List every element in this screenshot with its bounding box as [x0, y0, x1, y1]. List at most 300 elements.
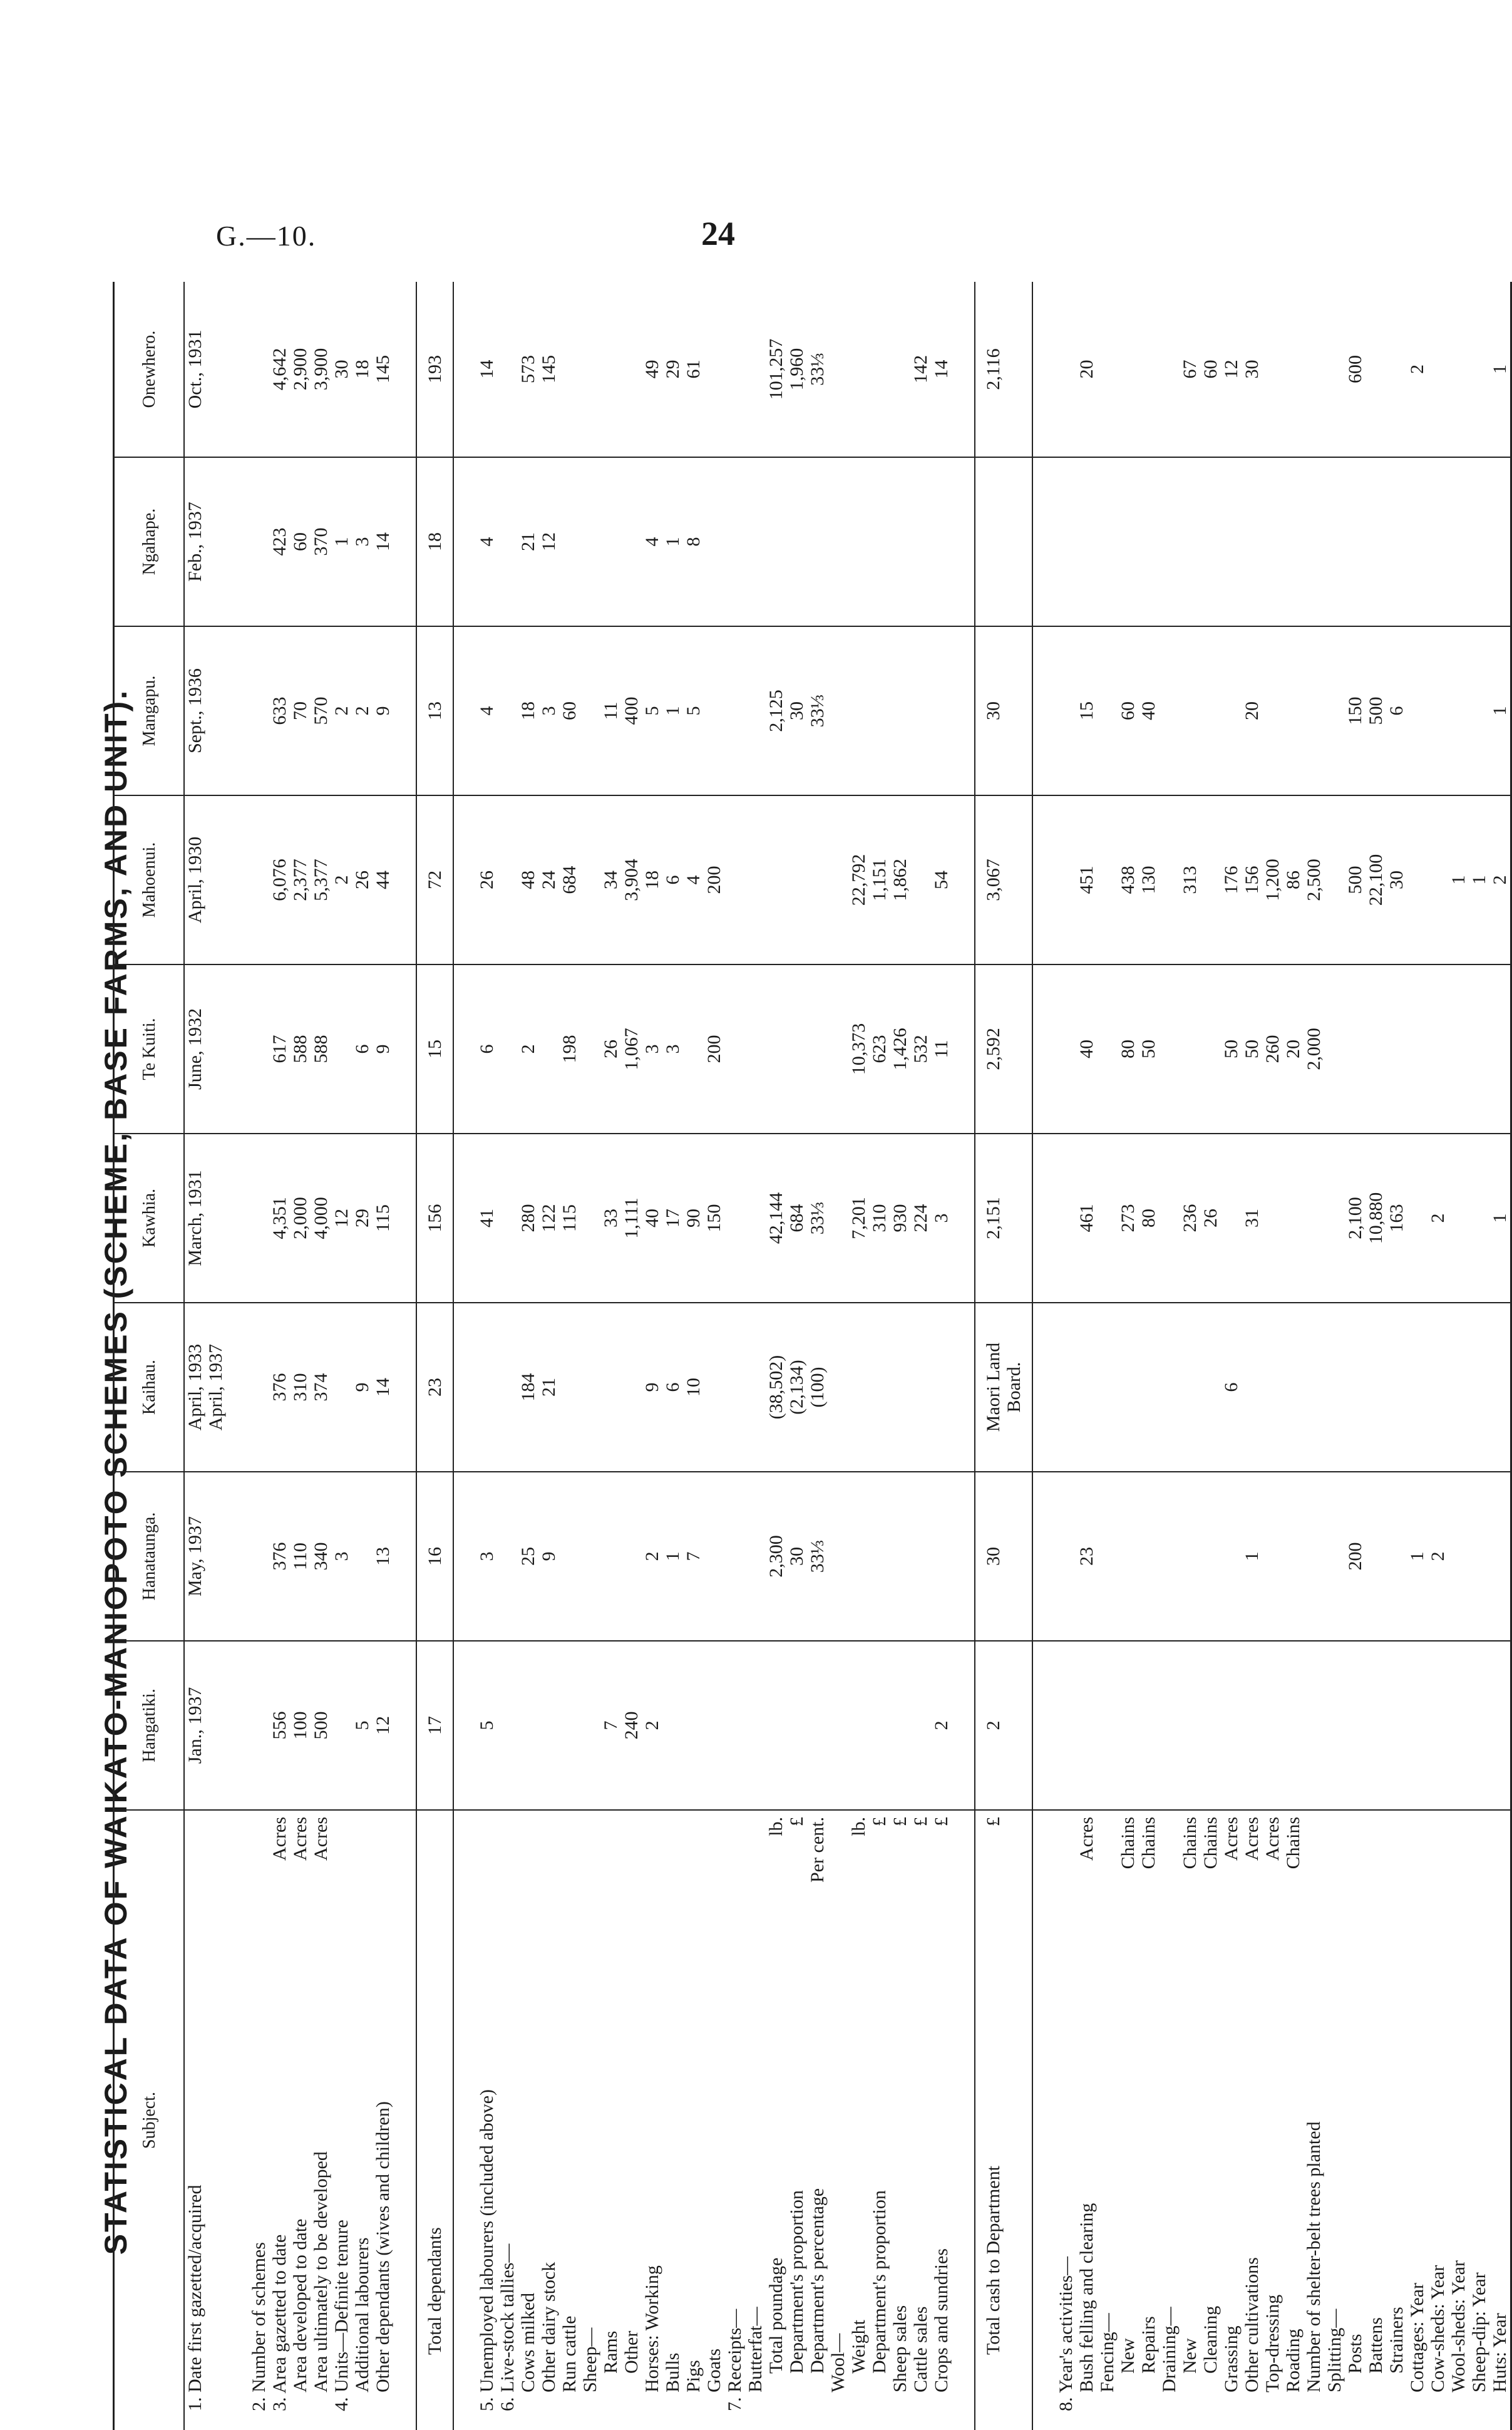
cell-value — [848, 1303, 869, 1472]
cell-value: 556 — [269, 1641, 290, 1810]
cell-value: 1 — [1489, 626, 1511, 795]
cell-value — [1200, 457, 1221, 626]
row-label: Fencing— — [1097, 2313, 1118, 2392]
cell-value: 101,257 — [766, 282, 786, 457]
cell-value — [1200, 964, 1221, 1134]
cell-value — [828, 1641, 848, 1810]
row-label: 7. Receipts— — [724, 2308, 745, 2411]
table-row — [1345, 282, 1365, 2430]
row-unit: Per cent. — [807, 1817, 828, 1883]
cell-value: 18 — [518, 626, 538, 795]
cell-value: 15 — [416, 964, 453, 1134]
cell-value — [890, 282, 910, 457]
cell-value: 26 — [1200, 1134, 1221, 1303]
cell-value: 80 — [1118, 964, 1138, 1134]
cell-value — [683, 964, 704, 1134]
cell-value: 122 — [538, 1134, 559, 1303]
cell-value — [724, 1641, 745, 1810]
cell-value — [910, 795, 931, 964]
cell-value: (38,502) — [766, 1303, 786, 1472]
cell-value — [331, 964, 352, 1134]
cell-value — [766, 964, 786, 1134]
row-label: Department's proportion — [869, 2190, 890, 2374]
cell-value — [1118, 457, 1138, 626]
row-unit: £ — [869, 1817, 890, 1826]
cell-value — [1097, 795, 1118, 964]
cell-value: 370 — [311, 457, 331, 626]
cell-value: 7 — [683, 1472, 704, 1641]
table-row — [642, 282, 662, 2430]
cell-value: 684 — [786, 1134, 807, 1303]
row-label: Wool-sheds: Year — [1448, 2260, 1469, 2392]
cell-value — [766, 795, 786, 964]
cell-value — [1221, 457, 1242, 626]
table-row — [745, 282, 766, 2430]
cell-value: 438 — [1118, 795, 1138, 964]
cell-value: 12 — [538, 457, 559, 626]
cell-value — [1159, 457, 1180, 626]
cell-value: 2 — [1427, 1134, 1448, 1303]
cell-value: 617 — [269, 964, 290, 1134]
spacer-row — [1032, 282, 1056, 2430]
row-unit — [559, 1810, 580, 1891]
cell-value: 34 — [600, 795, 621, 964]
cell-value: 2,592 — [975, 964, 1032, 1134]
cell-value: 623 — [869, 964, 890, 1134]
cell-value — [828, 1303, 848, 1472]
cell-value — [890, 1472, 910, 1641]
row-label: Cattle sales — [910, 2306, 931, 2392]
cell-value: 10,373 — [848, 964, 869, 1134]
cell-value — [621, 1472, 642, 1641]
cell-value — [1427, 1641, 1448, 1810]
row-label: Total dependants — [416, 1891, 453, 2430]
cell-value — [1056, 457, 1076, 626]
row-unit — [1469, 1810, 1489, 1891]
cell-value: 150 — [1345, 626, 1365, 795]
cell-value: 2 — [1427, 1472, 1448, 1641]
table-row — [559, 282, 580, 2430]
cell-value: 13 — [373, 1472, 393, 1641]
table-row — [1242, 282, 1262, 2430]
row-label: Number of shelter-belt trees planted — [1304, 2121, 1324, 2392]
cell-value: 633 — [269, 626, 290, 795]
cell-value: 18 — [352, 282, 373, 457]
row-unit — [518, 1810, 538, 1891]
cell-value — [1283, 1303, 1304, 1472]
cell-value: 1,151 — [869, 795, 890, 964]
cell-value: March, 1931 — [184, 1134, 226, 1303]
row-unit: Chains — [1200, 1817, 1221, 1869]
cell-value: 2,125 — [766, 626, 786, 795]
row-unit — [1427, 1810, 1448, 1891]
cell-value — [497, 795, 518, 964]
cell-value: 1 — [662, 626, 683, 795]
table-row — [910, 282, 931, 2430]
cell-value — [869, 1303, 890, 1472]
row-label: Weight — [848, 2320, 869, 2374]
cell-value: 2,116 — [975, 282, 1032, 457]
cell-value: 23 — [416, 1303, 453, 1472]
cell-value — [331, 1641, 352, 1810]
cell-value — [1469, 1303, 1489, 1472]
cell-value: 22,100 — [1365, 795, 1386, 964]
cell-value: 60 — [1200, 282, 1221, 457]
cell-value — [1407, 1641, 1427, 1810]
cell-value — [910, 1303, 931, 1472]
cell-value — [848, 626, 869, 795]
row-unit — [724, 1810, 745, 1891]
cell-value — [766, 1641, 786, 1810]
cell-value — [1118, 1472, 1138, 1641]
cell-value: 48 — [518, 795, 538, 964]
cell-value — [1304, 1134, 1324, 1303]
row-unit — [1386, 1810, 1407, 1891]
cell-value: 21 — [538, 1303, 559, 1472]
cell-value: April, 1930 — [184, 795, 226, 964]
cell-value: 1,111 — [621, 1134, 642, 1303]
cell-value: 930 — [890, 1134, 910, 1303]
cell-value: 7 — [600, 1641, 621, 1810]
cell-value — [580, 795, 600, 964]
cell-value — [1448, 457, 1469, 626]
cell-value — [1407, 1303, 1427, 1472]
cell-value — [662, 1641, 683, 1810]
row-unit — [1407, 1810, 1427, 1891]
table-row — [538, 282, 559, 2430]
cell-value — [724, 626, 745, 795]
cell-value: 3 — [352, 457, 373, 626]
cell-value — [497, 1303, 518, 1472]
cell-value — [1159, 1472, 1180, 1641]
cell-value — [786, 964, 807, 1134]
cell-value — [807, 964, 828, 1134]
cell-value — [559, 1472, 580, 1641]
cell-value: 14 — [373, 1303, 393, 1472]
cell-value: Feb., 1937 — [184, 457, 226, 626]
row-label: Bulls — [662, 2352, 683, 2392]
cell-value — [1097, 457, 1118, 626]
cell-value — [1304, 1303, 1324, 1472]
cell-value: 6 — [662, 795, 683, 964]
cell-value — [497, 626, 518, 795]
cell-value — [745, 964, 766, 1134]
cell-value: 1 — [1407, 1472, 1427, 1641]
cell-value — [704, 626, 724, 795]
table-row — [1407, 282, 1427, 2430]
cell-value — [1180, 626, 1200, 795]
cell-value — [1345, 1303, 1365, 1472]
table-row — [1097, 282, 1118, 2430]
cell-value — [1283, 1134, 1304, 1303]
table-row — [1304, 282, 1324, 2430]
cell-value: 4,000 — [311, 1134, 331, 1303]
cell-value: 4 — [683, 795, 704, 964]
cell-value: 10 — [683, 1303, 704, 1472]
cell-value: 54 — [931, 795, 952, 964]
spacer-row — [226, 282, 249, 2430]
cell-value — [786, 1641, 807, 1810]
table-row — [518, 282, 538, 2430]
row-unit: Acres — [269, 1817, 290, 1861]
cell-value: 21 — [518, 457, 538, 626]
cell-value: 20 — [1283, 964, 1304, 1134]
row-unit: lb. — [766, 1817, 786, 1836]
cell-value — [1180, 1303, 1200, 1472]
cell-value — [745, 1641, 766, 1810]
cell-value — [1324, 1134, 1345, 1303]
cell-value: 1,200 — [1262, 795, 1283, 964]
cell-value: 200 — [1345, 1472, 1365, 1641]
cell-value — [1159, 1134, 1180, 1303]
cell-value — [1386, 457, 1407, 626]
cell-value — [1097, 964, 1118, 1134]
cell-value — [724, 1303, 745, 1472]
cell-value: 2 — [331, 626, 352, 795]
row-label: Pigs — [683, 2360, 704, 2392]
cell-value: 6 — [352, 964, 373, 1134]
cell-value — [910, 457, 931, 626]
cell-value — [580, 282, 600, 457]
cell-value — [1097, 1134, 1118, 1303]
row-unit: £ — [786, 1817, 807, 1826]
row-label: Draining— — [1159, 2307, 1180, 2392]
cell-value: 3 — [538, 626, 559, 795]
cell-value: 176 — [1221, 795, 1242, 964]
cell-value: 30 — [1386, 795, 1407, 964]
row-unit — [1097, 1810, 1118, 1891]
table-row — [1180, 282, 1200, 2430]
cell-value: 22,792 — [848, 795, 869, 964]
cell-value: 3,904 — [621, 795, 642, 964]
cell-value — [1407, 1134, 1427, 1303]
cell-value — [497, 1641, 518, 1810]
cell-value: 1 — [662, 457, 683, 626]
cell-value — [600, 282, 621, 457]
cell-value — [1159, 1303, 1180, 1472]
cell-value: 2,000 — [1304, 964, 1324, 1134]
row-label: Run cattle — [559, 2315, 580, 2392]
table-row — [786, 282, 807, 2430]
cell-value — [1304, 282, 1324, 457]
row-unit — [1056, 1810, 1076, 1891]
cell-value: 6 — [1386, 626, 1407, 795]
cell-value: 573 — [518, 282, 538, 457]
cell-value — [1365, 964, 1386, 1134]
cell-value — [1221, 1134, 1242, 1303]
column-header-mangapu: Mangapu. — [114, 626, 185, 795]
row-label: 2. Number of schemes — [249, 2242, 269, 2411]
cell-value: 30 — [786, 626, 807, 795]
cell-value — [1365, 1303, 1386, 1472]
cell-value: 70 — [290, 626, 311, 795]
cell-value — [1448, 1303, 1469, 1472]
cell-value: 60 — [559, 626, 580, 795]
cell-value — [828, 457, 848, 626]
cell-value — [497, 964, 518, 1134]
cell-value: 41 — [476, 1134, 497, 1303]
cell-value: 2 — [352, 626, 373, 795]
cell-value: 8 — [683, 457, 704, 626]
cell-value: 4 — [642, 457, 662, 626]
cell-value: 14 — [373, 457, 393, 626]
cell-value — [1489, 1303, 1511, 1472]
row-unit — [184, 1810, 226, 1891]
table-row — [662, 282, 683, 2430]
cell-value — [559, 282, 580, 457]
cell-value: April, 1933 April, 1937 — [184, 1303, 226, 1472]
cell-value — [497, 457, 518, 626]
table-body — [184, 282, 1511, 2430]
cell-value: 684 — [559, 795, 580, 964]
cell-value: 3 — [642, 964, 662, 1134]
cell-value: 2,900 — [290, 282, 311, 457]
cell-value: 1,067 — [621, 964, 642, 1134]
page-number: 24 — [701, 215, 735, 252]
cell-value: 142 — [910, 282, 931, 457]
cell-value — [249, 457, 269, 626]
cell-value — [249, 964, 269, 1134]
row-label: Other — [621, 2330, 642, 2374]
cell-value — [1489, 457, 1511, 626]
row-label: New — [1180, 2338, 1200, 2374]
cell-value: June, 1932 — [184, 964, 226, 1134]
cell-value — [828, 795, 848, 964]
cell-value: 376 — [269, 1303, 290, 1472]
cell-value: 18 — [642, 795, 662, 964]
spacer-row — [952, 282, 975, 2430]
cell-value — [1118, 282, 1138, 457]
cell-value — [497, 1134, 518, 1303]
cell-value: 310 — [869, 1134, 890, 1303]
cell-value: 150 — [704, 1134, 724, 1303]
cell-value — [580, 457, 600, 626]
cell-value: 30 — [975, 1472, 1032, 1641]
row-label: Cottages: Year — [1407, 2283, 1427, 2392]
cell-value — [621, 282, 642, 457]
cell-value — [1138, 457, 1159, 626]
cell-value: 2,377 — [290, 795, 311, 964]
cell-value: 60 — [290, 457, 311, 626]
cell-value — [1386, 282, 1407, 457]
table-row — [766, 282, 786, 2430]
cell-value — [1056, 964, 1076, 1134]
table-title: STATISTICAL DATA OF WAIKATO-MANIOPOTO SCHEMES (SCHEME, BASE FARMS, AND UNIT). — [98, 688, 133, 2255]
cell-value — [1345, 964, 1365, 1134]
cell-value — [704, 1472, 724, 1641]
cell-value — [766, 457, 786, 626]
cell-value: 2 — [975, 1641, 1032, 1810]
row-unit — [352, 1810, 373, 1891]
cell-value: 2,151 — [975, 1134, 1032, 1303]
table-header — [114, 282, 185, 2430]
row-unit — [600, 1810, 621, 1891]
table-row — [1365, 282, 1386, 2430]
cell-value — [1304, 1641, 1324, 1810]
cell-value — [745, 282, 766, 457]
table-row — [1386, 282, 1407, 2430]
row-unit: Acres — [290, 1817, 311, 1861]
cell-value — [724, 282, 745, 457]
cell-value — [1345, 457, 1365, 626]
table-row — [476, 282, 497, 2430]
cell-value — [600, 1472, 621, 1641]
row-unit — [662, 1810, 683, 1891]
cell-value — [745, 795, 766, 964]
table-row — [249, 282, 269, 2430]
cell-value — [1221, 1472, 1242, 1641]
table-row — [724, 282, 745, 2430]
cell-value — [1242, 1641, 1262, 1810]
row-label: Total cash to Department — [975, 1891, 1032, 2430]
cell-value: 6 — [662, 1303, 683, 1472]
cell-value: 9 — [373, 964, 393, 1134]
cell-value — [724, 457, 745, 626]
row-unit — [476, 1810, 497, 1891]
cell-value — [1407, 795, 1427, 964]
cell-value: 50 — [1138, 964, 1159, 1134]
row-label: Top-dressing — [1262, 2294, 1283, 2392]
column-header-kawhia: Kawhia. — [114, 1134, 185, 1303]
cell-value: 1,960 — [786, 282, 807, 457]
cell-value: 2 — [331, 795, 352, 964]
cell-value: 23 — [1076, 1472, 1097, 1641]
cell-value — [1345, 1641, 1365, 1810]
row-label: Department's percentage — [807, 2188, 828, 2374]
cell-value: 200 — [704, 964, 724, 1134]
cell-value — [745, 457, 766, 626]
cell-value: 240 — [621, 1641, 642, 1810]
cell-value — [1138, 282, 1159, 457]
cell-value: 1 — [1469, 795, 1489, 964]
table-row — [1138, 282, 1159, 2430]
cell-value: 115 — [559, 1134, 580, 1303]
row-unit — [704, 1810, 724, 1891]
cell-value: 40 — [1138, 626, 1159, 795]
spacer-row — [453, 282, 476, 2430]
cell-value — [828, 964, 848, 1134]
table-row — [621, 282, 642, 2430]
cell-value: 20 — [1076, 282, 1097, 457]
cell-value: 40 — [1076, 964, 1097, 1134]
cell-value: 2 — [1407, 282, 1427, 457]
cell-value: 2 — [518, 964, 538, 1134]
row-label: Splitting— — [1324, 2308, 1345, 2392]
cell-value: Maori Land Board. — [975, 1303, 1032, 1472]
cell-value: 110 — [290, 1472, 311, 1641]
row-label: Horses: Working — [642, 2265, 662, 2392]
cell-value — [1489, 964, 1511, 1134]
table-row — [580, 282, 600, 2430]
row-label: Cow-sheds: Year — [1427, 2265, 1448, 2392]
cell-value — [1469, 1472, 1489, 1641]
column-header-onewhero: Onewhero. — [114, 282, 185, 457]
row-unit — [621, 1810, 642, 1891]
cell-value: 4,351 — [269, 1134, 290, 1303]
cell-value: 26 — [476, 795, 497, 964]
cell-value — [1076, 1303, 1097, 1472]
cell-value — [1159, 795, 1180, 964]
cell-value — [1304, 626, 1324, 795]
cell-value — [580, 1303, 600, 1472]
cell-value — [1365, 282, 1386, 457]
cell-value: 280 — [518, 1134, 538, 1303]
row-unit — [331, 1810, 352, 1891]
cell-value — [580, 964, 600, 1134]
cell-value — [1324, 626, 1345, 795]
cell-value — [1365, 1472, 1386, 1641]
cell-value: 33⅓ — [807, 626, 828, 795]
